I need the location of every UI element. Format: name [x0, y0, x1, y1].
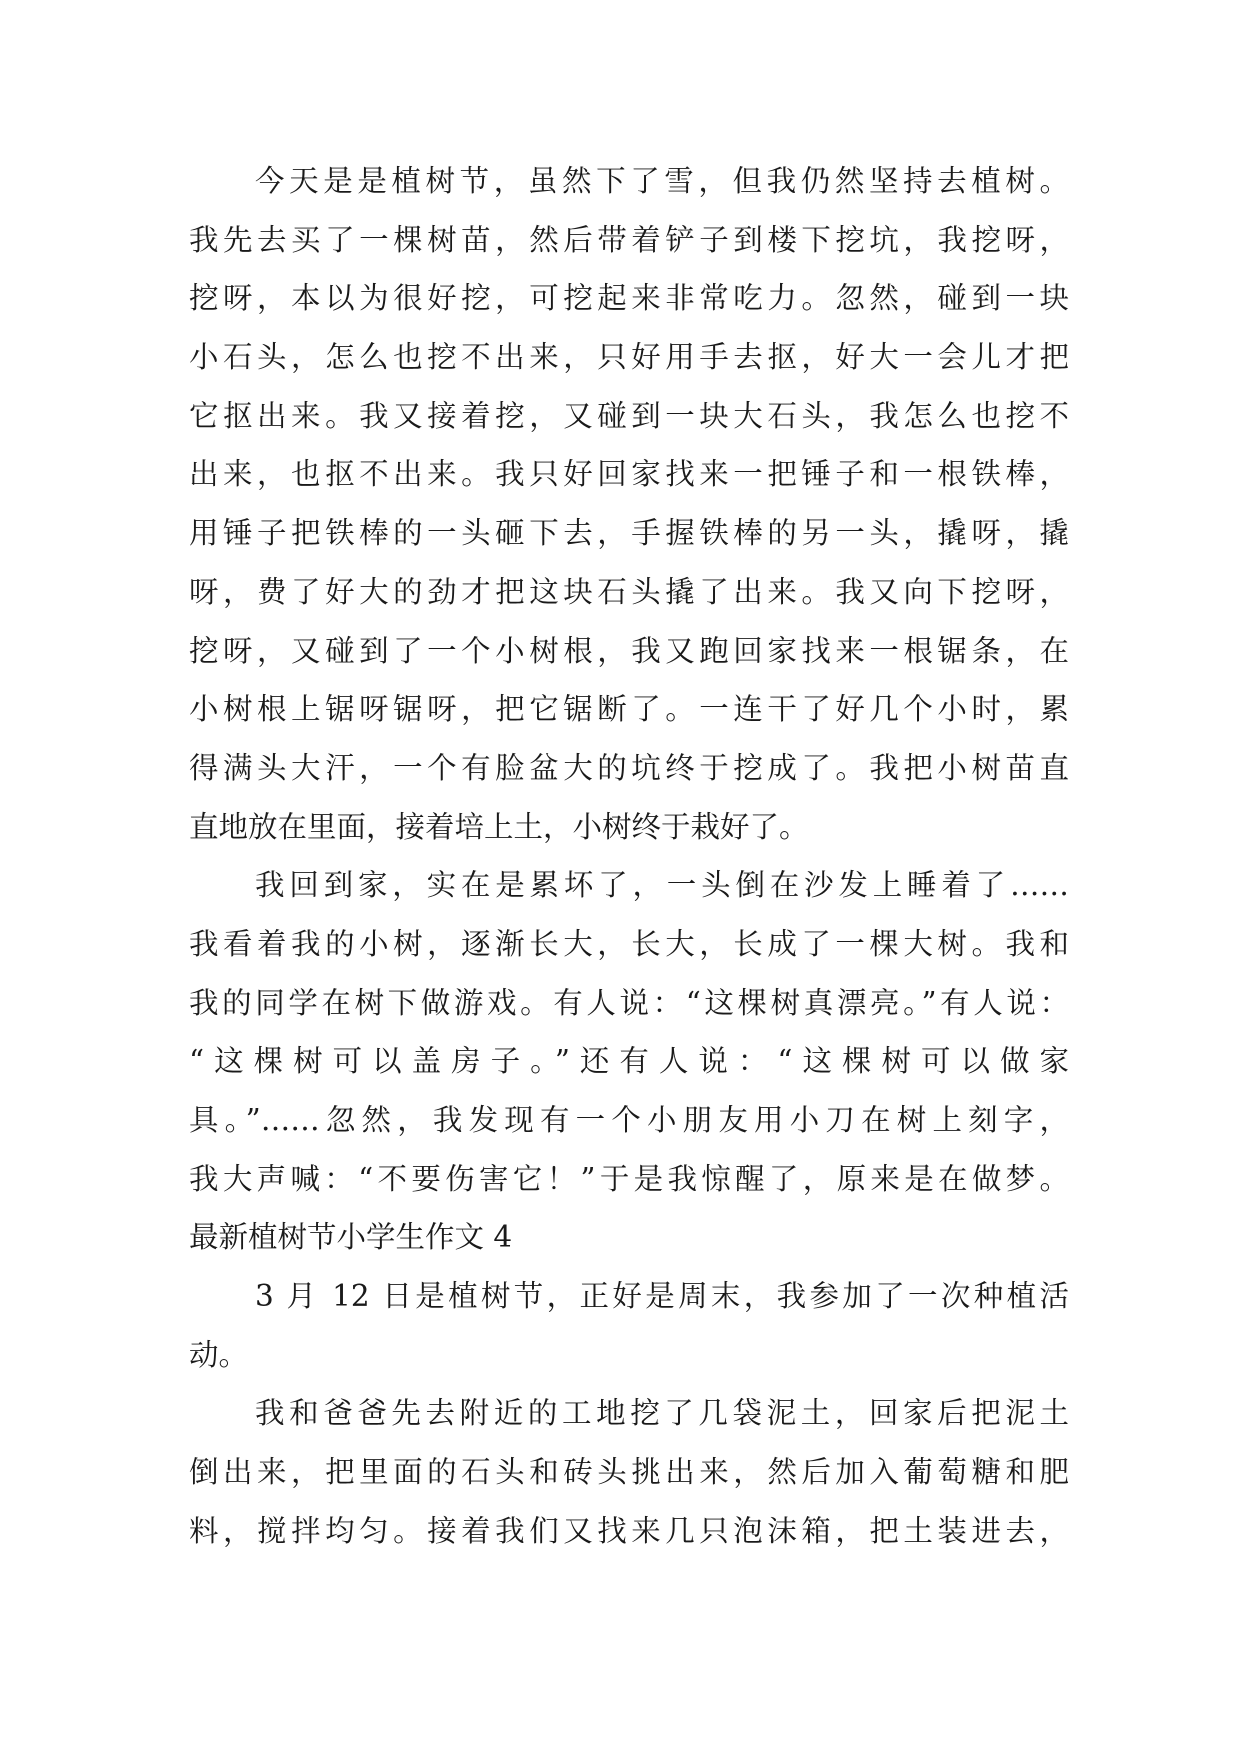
text-line: 具。”……忽然，我发现有一个小朋友用小刀在树上刻字， [189, 1103, 1069, 1137]
text-line: 我回到家，实在是累坏了，一头倒在沙发上睡着了…… [255, 868, 1069, 903]
text-line: 我大声喊：“不要伤害它！”于是我惊醒了，原来是在做梦。 [189, 1161, 1069, 1196]
text-line: 动。 [189, 1337, 249, 1372]
text-line: 小树根上锯呀锯呀，把它锯断了。一连干了好几个小时，累 [189, 692, 1069, 727]
text-line: 直地放在里面，接着培上土，小树终于栽好了。 [189, 809, 809, 844]
text-line: 我的同学在树下做游戏。有人说：“这棵树真漂亮。”有人说： [189, 985, 1069, 1020]
section-heading: 最新植树节小学生作文 4 [189, 1220, 513, 1255]
document-body [189, 152, 1069, 1561]
text-line: 呀，费了好大的劲才把这块石头撬了出来。我又向下挖呀， [189, 574, 1069, 609]
text-line: 今天是是植树节，虽然下了雪，但我仍然坚持去植树。 [255, 164, 1069, 198]
text-line: 我先去买了一棵树苗，然后带着铲子到楼下挖坑，我挖呀， [189, 222, 1069, 257]
text-line: 小石头，怎么也挖不出来，只好用手去抠，好大一会儿才把 [189, 340, 1069, 375]
text-line: 3 月 12 日是植树节，正好是周末，我参加了一次种植活 [255, 1279, 1069, 1314]
text-line: 挖呀，本以为很好挖，可挖起来非常吃力。忽然，碰到一块 [189, 281, 1069, 316]
text-line: 我看着我的小树，逐渐长大，长大，长成了一棵大树。我和 [189, 926, 1069, 961]
text-line: 它抠出来。我又接着挖，又碰到一块大石头，我怎么也挖不 [189, 398, 1069, 433]
text-line: 挖呀，又碰到了一个小树根，我又跑回家找来一根锯条，在 [189, 633, 1069, 668]
text-line: 料，搅拌均匀。接着我们又找来几只泡沫箱，把土装进去， [189, 1513, 1069, 1548]
text-line: “这棵树可以盖房子。”还有人说：“这棵树可以做家 [189, 1044, 1069, 1079]
text-line: 出来，也抠不出来。我只好回家找来一把锤子和一根铁棒， [189, 457, 1069, 492]
text-line: 倒出来，把里面的石头和砖头挑出来，然后加入葡萄糖和肥 [189, 1455, 1069, 1490]
text-line: 我和爸爸先去附近的工地挖了几袋泥土，回家后把泥土 [255, 1396, 1069, 1431]
text-line: 得满头大汗，一个有脸盆大的坑终于挖成了。我把小树苗直 [189, 750, 1069, 785]
text-line: 用锤子把铁棒的一头砸下去，手握铁棒的另一头，撬呀，撬 [189, 516, 1069, 551]
